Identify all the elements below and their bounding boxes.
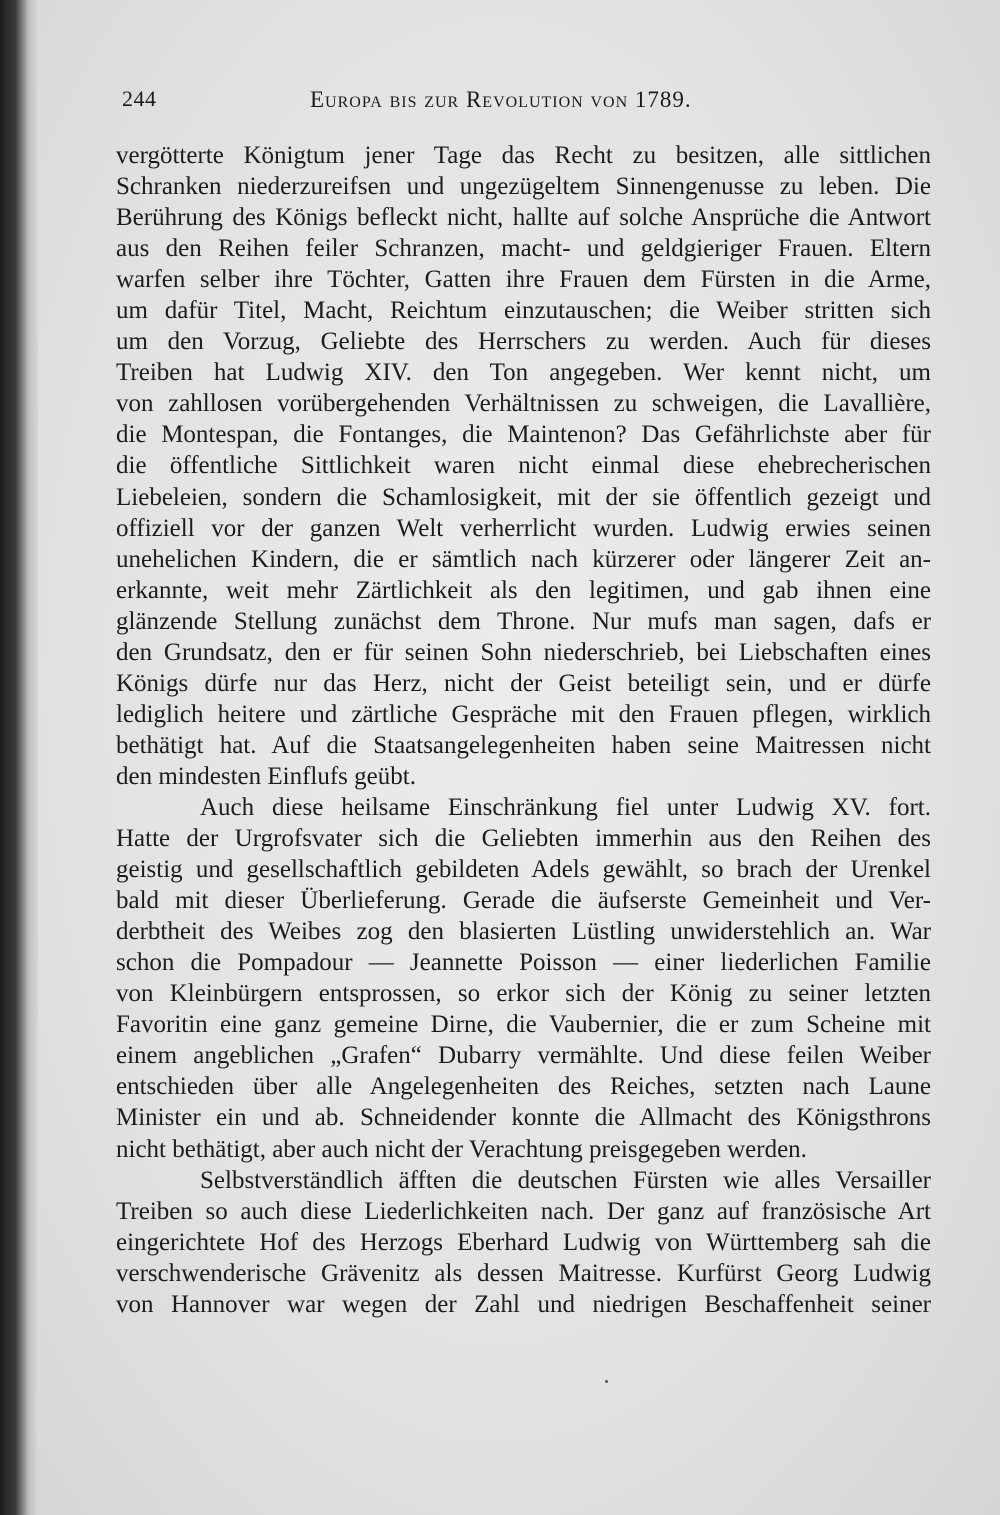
text-line: um den Vorzug, Geliebte des Herrschers zu werden. Auch für dieses bbox=[116, 328, 931, 356]
text-line: schon die Pompadour — Jeannette Poisson — einer liederlichen Familie bbox=[116, 949, 931, 977]
text-line: eingerichtete Hof des Herzogs Eberhard Ludwig von Württemberg sah die bbox=[116, 1228, 931, 1256]
book-spine-shadow bbox=[0, 0, 38, 1515]
text-line: von Kleinbürgern entsprossen, so erkor sich der König zu seiner letzten bbox=[116, 980, 931, 1008]
text-line: erkannte, weit mehr Zärtlichkeit als den legitimen, und gab ihnen eine bbox=[116, 576, 931, 604]
page-number: 244 bbox=[122, 86, 157, 111]
text-line: die öffentliche Sittlichkeit waren nicht einmal diese ehebrecherischen bbox=[116, 452, 931, 480]
text-line: nicht bethätigt, aber auch nicht der Verachtung preisgegeben werden. bbox=[116, 1135, 807, 1163]
text-line: Selbstverständlich äfften die deutschen Fürsten wie alles Versailler bbox=[200, 1166, 931, 1194]
text-line: Treiben hat Ludwig XIV. den Ton angegeben. Wer kennt nicht, um bbox=[116, 359, 931, 387]
text-line: die Montespan, die Fontanges, die Maintenon? Das Gefährlichste aber für bbox=[116, 421, 931, 449]
text-line: Königs dürfe nur das Herz, nicht der Geist beteiligt sein, und er dürfe bbox=[116, 669, 931, 697]
text-line: um dafür Titel, Macht, Reichtum einzutauschen; die Weiber stritten sich bbox=[116, 297, 931, 325]
text-line: Treiben so auch diese Liederlichkeiten nach. Der ganz auf französische Art bbox=[116, 1197, 931, 1225]
text-line: lediglich heitere und zärtliche Gespräche mit den Frauen pflegen, wirklich bbox=[116, 700, 931, 728]
text-line: derbtheit des Weibes zog den blasierten Lüstling unwiderstehlich an. War bbox=[116, 918, 931, 946]
print-speck bbox=[605, 1380, 608, 1383]
text-line: aus den Reihen feiler Schranzen, macht- und geldgieriger Frauen. Eltern bbox=[116, 235, 931, 263]
text-line: warfen selber ihre Töchter, Gatten ihre Frauen dem Fürsten in die Arme, bbox=[116, 266, 931, 294]
text-line: Favoritin eine ganz gemeine Dirne, die Vaubernier, die er zum Scheine mit bbox=[116, 1011, 931, 1039]
text-line: von zahllosen vorübergehenden Verhältnissen zu schweigen, die Lavallière, bbox=[116, 390, 931, 418]
text-line: unehelichen Kindern, die er sämtlich nach kürzerer oder längerer Zeit an- bbox=[116, 545, 931, 573]
text-line: den Grundsatz, den er für seinen Sohn niederschrieb, bei Liebschaften eines bbox=[116, 638, 931, 666]
text-line: den mindesten Einflufs geübt. bbox=[116, 762, 416, 790]
text-line: verschwenderische Grävenitz als dessen Maitresse. Kurfürst Georg Ludwig bbox=[116, 1259, 931, 1287]
text-line: geistig und gesellschaftlich gebildeten Adels gewählt, so brach der Urenkel bbox=[116, 856, 931, 884]
text-line: Minister ein und ab. Schneidender konnte die Allmacht des Königsthrons bbox=[116, 1104, 931, 1132]
text-line: Hatte der Urgrofsvater sich die Geliebten immerhin aus den Reihen des bbox=[116, 825, 931, 853]
text-line: entschieden über alle Angelegenheiten des Reiches, setzten nach Laune bbox=[116, 1073, 931, 1101]
text-line: glänzende Stellung zunächst dem Throne. Nur mufs man sagen, dafs er bbox=[116, 607, 931, 635]
text-line: Auch diese heilsame Einschränkung fiel unter Ludwig XV. fort. bbox=[200, 793, 931, 821]
body-text bbox=[116, 140, 931, 1320]
running-header bbox=[122, 86, 902, 126]
text-line: bethätigt hat. Auf die Staatsangelegenheiten haben seine Maitressen nicht bbox=[116, 731, 931, 759]
text-line: Berührung des Königs befleckt nicht, hallte auf solche Ansprüche die Antwort bbox=[116, 204, 931, 232]
text-line: Liebeleien, sondern die Schamlosigkeit, mit der sie öffentlich gezeigt und bbox=[116, 483, 931, 511]
text-line: von Hannover war wegen der Zahl und niedrigen Beschaffenheit seiner bbox=[116, 1290, 931, 1318]
text-line: bald mit dieser Überlieferung. Gerade die äufserste Gemeinheit und Ver- bbox=[116, 887, 931, 915]
text-line: einem angeblichen „Grafen“ Dubarry vermählte. Und diese feilen Weiber bbox=[116, 1042, 931, 1070]
text-line: offiziell vor der ganzen Welt verherrlicht wurden. Ludwig erwies seinen bbox=[116, 514, 931, 542]
text-line: Schranken niederzureifsen und ungezügeltem Sinnengenusse zu leben. Die bbox=[116, 173, 931, 201]
running-title: Europa bis zur Revolution von 1789. bbox=[310, 87, 692, 112]
text-line: vergötterte Königtum jener Tage das Recht zu besitzen, alle sittlichen bbox=[116, 142, 931, 169]
